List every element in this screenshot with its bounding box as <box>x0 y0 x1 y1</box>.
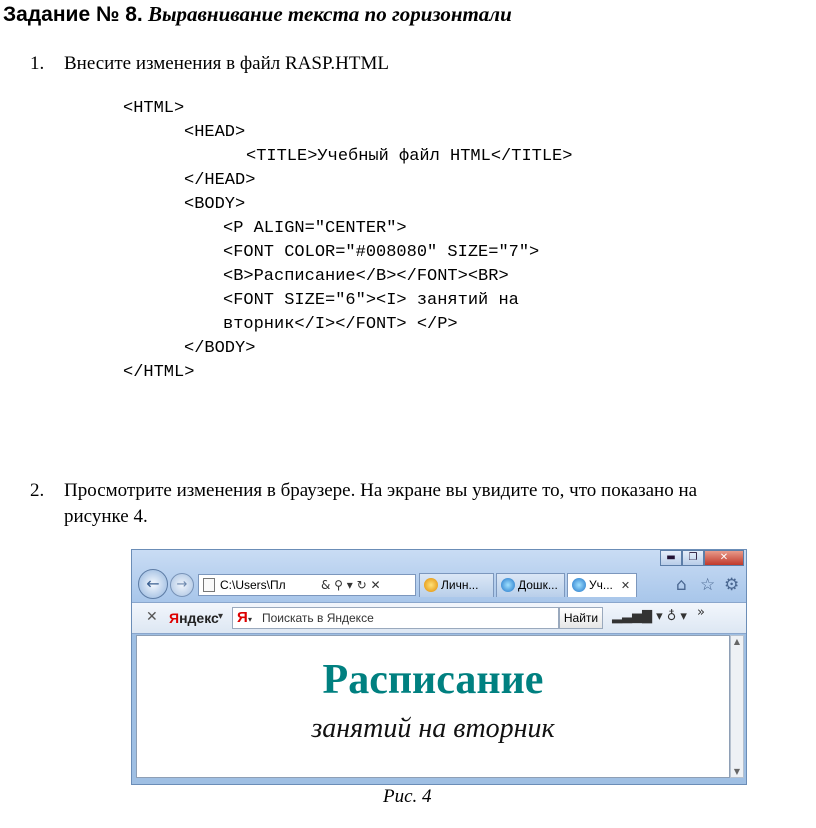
address-input[interactable]: C:\Users\Пл <box>220 578 286 592</box>
code-line: <FONT SIZE="6"><I> занятий на <box>223 291 519 310</box>
task-name: Выравнивание текста по горизонтали <box>147 2 512 26</box>
tab-favicon-icon <box>424 578 438 592</box>
signal-icon[interactable]: ▂▃▅▇ ▾ ♁ ▾ <box>612 609 687 624</box>
scroll-up-icon[interactable]: ▲ <box>733 637 741 646</box>
tab-1[interactable] <box>419 573 494 597</box>
browser-window <box>131 549 747 785</box>
yandex-toolbar <box>132 602 746 634</box>
gear-icon[interactable]: ⚙ <box>724 575 740 595</box>
code-line: <BODY> <box>184 195 246 214</box>
code-line: <B>Расписание</B></FONT><BR> <box>223 267 509 286</box>
figure-caption: Рис. 4 <box>383 786 432 807</box>
forward-button[interactable] <box>170 573 194 597</box>
task-title <box>3 2 512 27</box>
tab-2[interactable] <box>496 573 565 597</box>
code-line: <FONT COLOR="#008080" SIZE="7"> <box>223 243 540 262</box>
tab-close-icon[interactable]: ✕ <box>620 579 631 592</box>
tab-label: Уч... <box>589 578 613 592</box>
code-line: <TITLE>Учебный файл HTML</TITLE> <box>246 147 573 166</box>
step-2 <box>30 478 790 534</box>
scroll-down-icon[interactable]: ▼ <box>733 767 741 776</box>
task-number: Задание № 8. <box>3 3 143 26</box>
code-line: </BODY> <box>184 339 256 358</box>
step-number: 1. <box>30 53 45 74</box>
back-button[interactable] <box>138 569 168 599</box>
address-tools-icon[interactable]: & ⚲ ▾ ↻ ✕ <box>321 578 381 592</box>
step-number: 2. <box>30 480 45 501</box>
more-chevron-icon[interactable]: » <box>697 605 705 620</box>
page-viewport <box>136 635 730 778</box>
minimize-icon[interactable]: ▬ <box>660 550 682 566</box>
code-line: <HTML> <box>123 99 185 118</box>
tab-favicon-icon <box>501 578 515 592</box>
tab-favicon-icon <box>572 578 586 592</box>
code-line: </HTML> <box>123 363 195 382</box>
search-placeholder: Поискать в Яндексе <box>262 611 374 625</box>
maximize-icon[interactable]: ❐ <box>682 550 704 566</box>
step-text-line1: Просмотрите изменения в браузере. На экране вы увидите то, что показано на <box>64 480 698 501</box>
code-line: вторник</I></FONT> </P> <box>223 315 458 334</box>
page-icon <box>203 578 215 592</box>
step-text-line2: рисунке 4. <box>64 506 148 527</box>
close-icon[interactable]: ✕ <box>704 550 744 566</box>
browser-titlebar <box>132 550 746 602</box>
code-line: <HEAD> <box>184 123 246 142</box>
yandex-search-icon: Я <box>237 609 248 626</box>
chevron-down-icon[interactable]: ▾ <box>218 611 224 622</box>
toolbar-close-icon[interactable]: ✕ <box>146 609 158 625</box>
step-text: Внесите изменения в файл RASP.HTML <box>64 53 389 74</box>
favorites-star-icon[interactable]: ☆ <box>700 575 716 595</box>
page-subheading: занятий на вторник <box>311 713 555 744</box>
code-line: <P ALIGN="CENTER"> <box>223 219 407 238</box>
tab-label: Личн... <box>441 578 479 592</box>
yandex-logo[interactable]: Яндекс <box>169 610 219 626</box>
code-line: </HEAD> <box>184 171 256 190</box>
search-input[interactable] <box>232 607 559 629</box>
forward-arrow-icon: → <box>176 577 188 592</box>
page-heading: Расписание <box>322 657 544 703</box>
back-arrow-icon: ← <box>146 574 160 593</box>
vertical-scrollbar[interactable] <box>730 635 744 778</box>
window-controls <box>660 550 744 566</box>
tab-label: Дошк... <box>518 578 558 592</box>
chevron-down-icon[interactable]: ▾ <box>248 615 253 624</box>
tab-3-active[interactable] <box>567 573 637 597</box>
find-button[interactable]: Найти <box>559 607 603 629</box>
address-bar[interactable] <box>198 574 416 596</box>
home-icon[interactable]: ⌂ <box>676 575 687 595</box>
